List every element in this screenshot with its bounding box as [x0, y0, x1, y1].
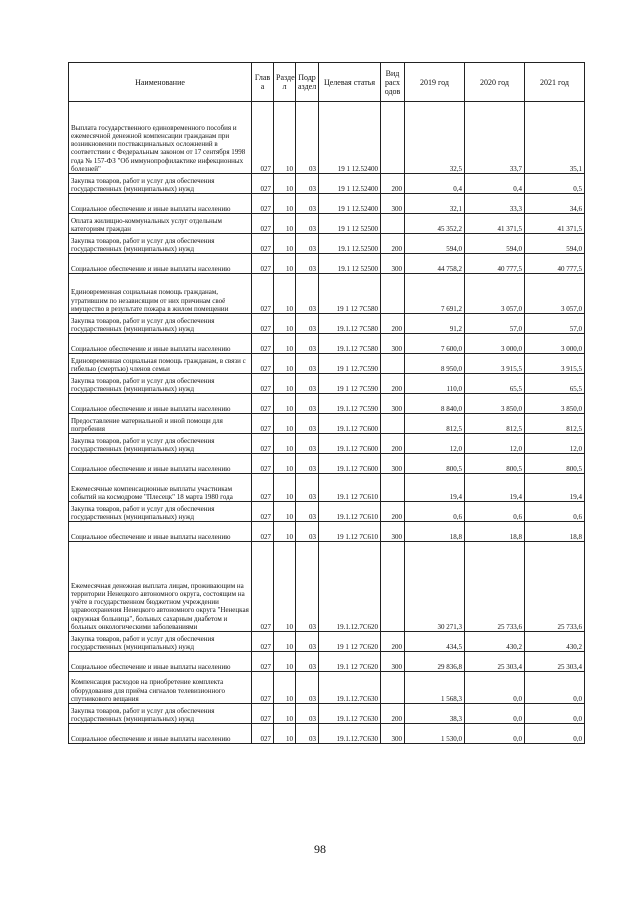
row-glava: 027 — [252, 542, 274, 632]
table-row — [69, 704, 585, 724]
row-podrazdel: 03 — [296, 194, 319, 214]
row-glava: 027 — [252, 354, 274, 374]
row-glava: 027 — [252, 334, 274, 354]
value-2021: 12,0 — [525, 434, 585, 454]
row-glava: 027 — [252, 522, 274, 542]
row-statya: 19.1.12 7С580 — [319, 334, 381, 354]
row-glava: 027 — [252, 414, 274, 434]
row-statya: 19.1.12 7С600 — [319, 434, 381, 454]
row-razdel: 10 — [274, 414, 296, 434]
row-razdel: 10 — [274, 234, 296, 254]
row-podrazdel: 03 — [296, 314, 319, 334]
value-2021: 0,0 — [525, 672, 585, 704]
row-statya: 19.1 12 52500 — [319, 254, 381, 274]
value-2021: 25 303,4 — [525, 652, 585, 672]
row-vid: 200 — [381, 704, 405, 724]
row-vid: 300 — [381, 724, 405, 744]
header-2020: 2020 год — [465, 63, 525, 102]
table-row — [69, 542, 585, 632]
row-vid: 300 — [381, 334, 405, 354]
value-2019: 44 758,2 — [405, 254, 465, 274]
table-row — [69, 194, 585, 214]
row-vid: 300 — [381, 522, 405, 542]
row-statya: 19.1.12 7С580 — [319, 314, 381, 334]
row-podrazdel: 03 — [296, 672, 319, 704]
value-2020: 0,0 — [465, 724, 525, 744]
value-2021: 0,6 — [525, 502, 585, 522]
value-2021: 430,2 — [525, 632, 585, 652]
table-row — [69, 174, 585, 194]
row-podrazdel: 03 — [296, 704, 319, 724]
row-podrazdel: 03 — [296, 474, 319, 502]
row-razdel: 10 — [274, 254, 296, 274]
header-vid: Вид расх одов — [381, 63, 405, 102]
row-statya: 19 1 12 52500 — [319, 214, 381, 234]
row-statya: 19 1 12 7С580 — [319, 274, 381, 314]
row-statya: 19 1 12 7С590 — [319, 374, 381, 394]
row-statya: 19.1 12 7С620 — [319, 652, 381, 672]
table-row — [69, 354, 585, 374]
row-razdel: 10 — [274, 274, 296, 314]
row-vid: 200 — [381, 374, 405, 394]
row-razdel: 10 — [274, 194, 296, 214]
row-glava: 027 — [252, 704, 274, 724]
value-2020: 41 371,5 — [465, 214, 525, 234]
row-name: Компенсация расходов на приобретение комплекта оборудования для приёма сигналов телевизионного спутникового вещания — [69, 672, 252, 704]
row-statya: 19.1.12 7С600 — [319, 454, 381, 474]
row-name: Закупка товаров, работ и услуг для обеспечения государственных (муниципальных) нужд — [69, 174, 252, 194]
value-2020: 430,2 — [465, 632, 525, 652]
value-2019: 29 836,8 — [405, 652, 465, 672]
value-2020: 25 303,4 — [465, 652, 525, 672]
row-razdel: 10 — [274, 454, 296, 474]
row-name: Выплата государственного единовременного пособия и ежемесячной денежной компенсации гражданам при возникновении поствакцинальных осложнений в соответствии с Федеральным законом от 17 сентября 1998 года № 157-ФЗ "Об иммунопрофилактике инфекционных болезней" — [69, 102, 252, 174]
page-number: 98 — [314, 842, 326, 856]
row-statya: 19 1 12.52400 — [319, 194, 381, 214]
value-2019: 800,5 — [405, 454, 465, 474]
row-podrazdel: 03 — [296, 632, 319, 652]
row-glava: 027 — [252, 502, 274, 522]
row-name: Социальное обеспечение и иные выплаты населению — [69, 652, 252, 672]
row-razdel: 10 — [274, 672, 296, 704]
row-razdel: 10 — [274, 632, 296, 652]
value-2019: 91,2 — [405, 314, 465, 334]
value-2020: 812,5 — [465, 414, 525, 434]
row-razdel: 10 — [274, 434, 296, 454]
row-vid — [381, 214, 405, 234]
row-vid: 200 — [381, 434, 405, 454]
row-statya: 19.1.12 7С610 — [319, 502, 381, 522]
row-razdel: 10 — [274, 334, 296, 354]
row-name: Социальное обеспечение и иные выплаты населению — [69, 334, 252, 354]
value-2021: 35,1 — [525, 102, 585, 174]
value-2019: 1 530,0 — [405, 724, 465, 744]
value-2019: 32,1 — [405, 194, 465, 214]
value-2020: 3 850,0 — [465, 394, 525, 414]
value-2020: 18,8 — [465, 522, 525, 542]
value-2021: 25 733,6 — [525, 542, 585, 632]
table-row — [69, 254, 585, 274]
table-header-row — [69, 63, 585, 102]
row-statya: 19.1 12.52500 — [319, 234, 381, 254]
value-2020: 57,0 — [465, 314, 525, 334]
row-name: Социальное обеспечение и иные выплаты населению — [69, 394, 252, 414]
row-razdel: 10 — [274, 174, 296, 194]
header-statya: Целевая статья — [319, 63, 381, 102]
row-vid — [381, 414, 405, 434]
row-vid — [381, 672, 405, 704]
header-podrazdel: Подр аздел — [296, 63, 319, 102]
row-glava: 027 — [252, 474, 274, 502]
value-2019: 812,5 — [405, 414, 465, 434]
row-vid: 200 — [381, 632, 405, 652]
table-row — [69, 724, 585, 744]
header-2021: 2021 год — [525, 63, 585, 102]
row-statya: 19.1.12.7С630 — [319, 724, 381, 744]
table-row — [69, 334, 585, 354]
row-glava: 027 — [252, 454, 274, 474]
row-statya: 19.1.12 7С590 — [319, 394, 381, 414]
header-name: Наименование — [69, 63, 252, 102]
row-razdel: 10 — [274, 102, 296, 174]
table-row — [69, 274, 585, 314]
row-name: Социальное обеспечение и иные выплаты населению — [69, 724, 252, 744]
value-2021: 3 000,0 — [525, 334, 585, 354]
row-podrazdel: 03 — [296, 274, 319, 314]
table-row — [69, 522, 585, 542]
row-name: Закупка товаров, работ и услуг для обеспечения государственных (муниципальных) нужд — [69, 502, 252, 522]
row-razdel: 10 — [274, 704, 296, 724]
row-razdel: 10 — [274, 542, 296, 632]
row-podrazdel: 03 — [296, 454, 319, 474]
row-podrazdel: 03 — [296, 214, 319, 234]
value-2021: 3 915,5 — [525, 354, 585, 374]
row-razdel: 10 — [274, 314, 296, 334]
row-name: Социальное обеспечение и иные выплаты населению — [69, 454, 252, 474]
row-glava: 027 — [252, 724, 274, 744]
row-vid — [381, 354, 405, 374]
row-razdel: 10 — [274, 724, 296, 744]
row-vid — [381, 474, 405, 502]
row-razdel: 10 — [274, 354, 296, 374]
value-2019: 0,6 — [405, 502, 465, 522]
row-vid — [381, 102, 405, 174]
row-podrazdel: 03 — [296, 542, 319, 632]
row-name: Единовременная социальная помощь гражданам, в связи с гибелью (смертью) членов семьи — [69, 354, 252, 374]
value-2020: 0,4 — [465, 174, 525, 194]
row-glava: 027 — [252, 194, 274, 214]
row-razdel: 10 — [274, 502, 296, 522]
row-vid: 300 — [381, 254, 405, 274]
value-2019: 32,5 — [405, 102, 465, 174]
row-vid: 200 — [381, 234, 405, 254]
row-name: Предоставление материальной и иной помощи для погребения — [69, 414, 252, 434]
row-podrazdel: 03 — [296, 502, 319, 522]
value-2019: 110,0 — [405, 374, 465, 394]
value-2020: 65,5 — [465, 374, 525, 394]
value-2020: 0,0 — [465, 704, 525, 724]
row-glava: 027 — [252, 102, 274, 174]
row-podrazdel: 03 — [296, 334, 319, 354]
table-row — [69, 214, 585, 234]
value-2021: 41 371,5 — [525, 214, 585, 234]
table-row — [69, 102, 585, 174]
row-glava: 027 — [252, 374, 274, 394]
value-2020: 12,0 — [465, 434, 525, 454]
row-statya: 19 1.12 7С610 — [319, 522, 381, 542]
row-podrazdel: 03 — [296, 374, 319, 394]
table-row — [69, 374, 585, 394]
table-row — [69, 454, 585, 474]
row-glava: 027 — [252, 672, 274, 704]
row-name: Закупка товаров, работ и услуг для обеспечения государственных (муниципальных) нужд — [69, 434, 252, 454]
value-2020: 3 915,5 — [465, 354, 525, 374]
row-podrazdel: 03 — [296, 522, 319, 542]
row-name: Закупка товаров, работ и услуг для обеспечения государственных (муниципальных) нужд — [69, 704, 252, 724]
value-2020: 594,0 — [465, 234, 525, 254]
row-name: Социальное обеспечение и иные выплаты населению — [69, 522, 252, 542]
row-glava: 027 — [252, 274, 274, 314]
row-statya: 19 1 12 7С620 — [319, 632, 381, 652]
row-name: Закупка товаров, работ и услуг для обеспечения государственных (муниципальных) нужд — [69, 314, 252, 334]
row-vid: 200 — [381, 502, 405, 522]
value-2021: 0,0 — [525, 724, 585, 744]
value-2020: 33,7 — [465, 102, 525, 174]
row-razdel: 10 — [274, 394, 296, 414]
value-2019: 30 271,3 — [405, 542, 465, 632]
value-2020: 3 057,0 — [465, 274, 525, 314]
table-row — [69, 414, 585, 434]
row-podrazdel: 03 — [296, 724, 319, 744]
value-2019: 38,3 — [405, 704, 465, 724]
row-podrazdel: 03 — [296, 102, 319, 174]
value-2019: 45 352,2 — [405, 214, 465, 234]
table-row — [69, 314, 585, 334]
value-2020: 19,4 — [465, 474, 525, 502]
row-name: Закупка товаров, работ и услуг для обеспечения государственных (муниципальных) нужд — [69, 234, 252, 254]
row-name: Закупка товаров, работ и услуг для обеспечения государственных (муниципальных) нужд — [69, 632, 252, 652]
row-name: Оплата жилищно-коммунальных услуг отдельным категориям граждан — [69, 214, 252, 234]
row-statya: 19.1.12.7С620 — [319, 542, 381, 632]
row-razdel: 10 — [274, 214, 296, 234]
row-statya: 19.1.12 7С630 — [319, 704, 381, 724]
row-podrazdel: 03 — [296, 234, 319, 254]
row-vid — [381, 542, 405, 632]
value-2020: 800,5 — [465, 454, 525, 474]
row-vid: 300 — [381, 394, 405, 414]
row-name: Ежемесячная денежная выплата лицам, проживающим на территории Ненецкого автономного округа, состоящим на учёте в государственном бюджетном учреждении здравоохранения Ненецкого автономного округа "Ненецкая окружная больница", больных сахарным диабетом и больных онкологическими заболеваниями — [69, 542, 252, 632]
value-2019: 12,0 — [405, 434, 465, 454]
value-2021: 812,5 — [525, 414, 585, 434]
row-glava: 027 — [252, 174, 274, 194]
row-razdel: 10 — [274, 652, 296, 672]
value-2021: 3 057,0 — [525, 274, 585, 314]
row-statya: 19.1 12 7С610 — [319, 474, 381, 502]
table-row — [69, 652, 585, 672]
table-row — [69, 434, 585, 454]
row-name: Ежемесячные компенсационные выплаты участникам событий на космодроме "Плесецк" 18 марта 1980 года — [69, 474, 252, 502]
row-vid: 200 — [381, 174, 405, 194]
table-row — [69, 632, 585, 652]
row-glava: 027 — [252, 254, 274, 274]
row-podrazdel: 03 — [296, 354, 319, 374]
row-glava: 027 — [252, 394, 274, 414]
value-2021: 800,5 — [525, 454, 585, 474]
row-podrazdel: 03 — [296, 254, 319, 274]
row-razdel: 10 — [274, 522, 296, 542]
row-glava: 027 — [252, 652, 274, 672]
value-2021: 3 850,0 — [525, 394, 585, 414]
row-vid: 300 — [381, 194, 405, 214]
value-2019: 1 568,3 — [405, 672, 465, 704]
row-razdel: 10 — [274, 374, 296, 394]
value-2020: 40 777,5 — [465, 254, 525, 274]
row-glava: 027 — [252, 314, 274, 334]
header-2019: 2019 год — [405, 63, 465, 102]
row-podrazdel: 03 — [296, 414, 319, 434]
value-2020: 0,0 — [465, 672, 525, 704]
value-2021: 40 777,5 — [525, 254, 585, 274]
row-statya: 19.1.12.7С630 — [319, 672, 381, 704]
row-statya: 19 1 12.7С590 — [319, 354, 381, 374]
value-2019: 434,5 — [405, 632, 465, 652]
value-2020: 3 000,0 — [465, 334, 525, 354]
value-2019: 8 840,0 — [405, 394, 465, 414]
value-2020: 0,6 — [465, 502, 525, 522]
value-2019: 594,0 — [405, 234, 465, 254]
value-2021: 18,8 — [525, 522, 585, 542]
value-2021: 57,0 — [525, 314, 585, 334]
value-2019: 7 691,2 — [405, 274, 465, 314]
value-2019: 7 600,0 — [405, 334, 465, 354]
row-podrazdel: 03 — [296, 394, 319, 414]
value-2021: 0,0 — [525, 704, 585, 724]
value-2021: 0,5 — [525, 174, 585, 194]
value-2019: 19,4 — [405, 474, 465, 502]
header-razdel: Разде л — [274, 63, 296, 102]
row-podrazdel: 03 — [296, 434, 319, 454]
row-glava: 027 — [252, 214, 274, 234]
row-name: Закупка товаров, работ и услуг для обеспечения государственных (муниципальных) нужд — [69, 374, 252, 394]
row-glava: 027 — [252, 632, 274, 652]
value-2021: 19,4 — [525, 474, 585, 502]
table-body — [69, 102, 585, 744]
value-2021: 594,0 — [525, 234, 585, 254]
value-2019: 8 950,0 — [405, 354, 465, 374]
budget-table — [68, 62, 585, 744]
value-2019: 0,4 — [405, 174, 465, 194]
row-razdel: 10 — [274, 474, 296, 502]
table-row — [69, 672, 585, 704]
value-2019: 18,8 — [405, 522, 465, 542]
row-podrazdel: 03 — [296, 174, 319, 194]
table-row — [69, 234, 585, 254]
header-glava: Глав а — [252, 63, 274, 102]
row-name: Социальное обеспечение и иные выплаты населению — [69, 194, 252, 214]
row-statya: 19 1 12.52400 — [319, 102, 381, 174]
value-2021: 65,5 — [525, 374, 585, 394]
row-name: Социальное обеспечение и иные выплаты населению — [69, 254, 252, 274]
row-statya: 19.1.12 7С600 — [319, 414, 381, 434]
value-2020: 25 733,6 — [465, 542, 525, 632]
row-name: Единовременная социальная помощь гражданам, утратившим по независящим от них причинам своё имущество в результате пожара в жилом помещении — [69, 274, 252, 314]
row-vid: 300 — [381, 652, 405, 672]
table-row — [69, 474, 585, 502]
row-glava: 027 — [252, 434, 274, 454]
row-podrazdel: 03 — [296, 652, 319, 672]
row-glava: 027 — [252, 234, 274, 254]
value-2020: 33,3 — [465, 194, 525, 214]
row-statya: 19 1 12.52400 — [319, 174, 381, 194]
value-2021: 34,6 — [525, 194, 585, 214]
row-vid — [381, 274, 405, 314]
row-vid: 300 — [381, 454, 405, 474]
table-row — [69, 394, 585, 414]
row-vid: 200 — [381, 314, 405, 334]
table-row — [69, 502, 585, 522]
